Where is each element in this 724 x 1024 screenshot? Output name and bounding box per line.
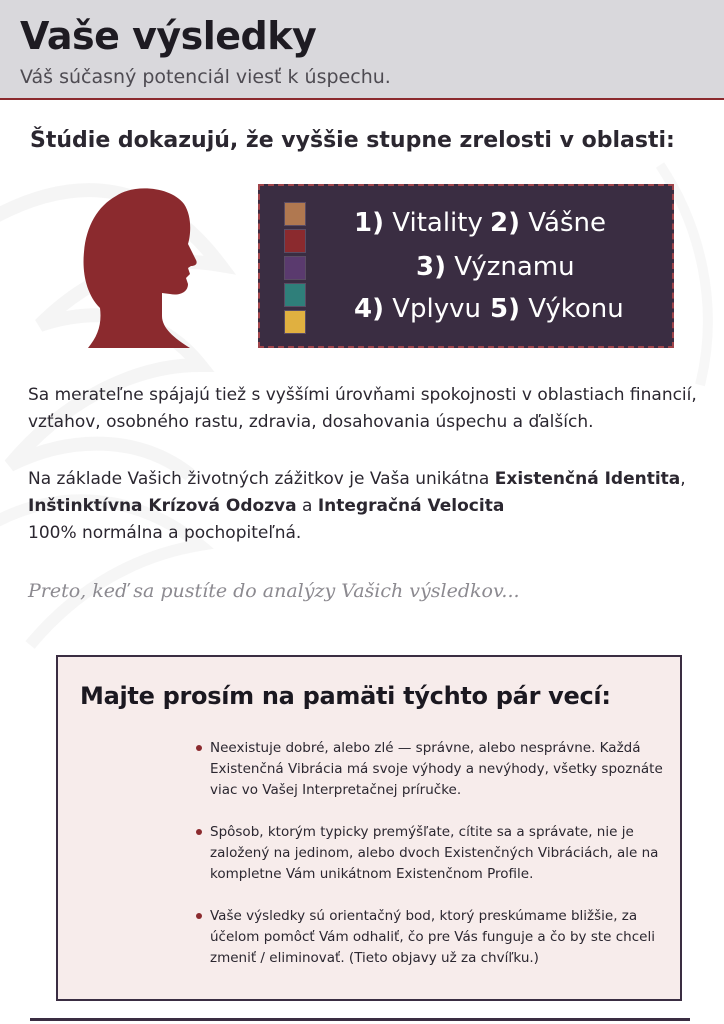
- level-number: 1): [354, 208, 384, 238]
- satisfaction-paragraph: Sa merateľne spájajú tiež s vyššími úrovňami spokojnosti v oblastiach financií, vzťahov, osobného rastu, zdravia, dosahovania úspechu a ďalších.: [28, 385, 697, 432]
- color-swatch-influence: [284, 283, 306, 307]
- color-swatch-vitality: [284, 202, 306, 226]
- reminder-bullet: [210, 822, 680, 885]
- results-lead-in: Preto, keď sa pustíte do analýzy Vašich výsledkov...: [28, 580, 520, 602]
- level-item-vitality: [354, 208, 483, 238]
- maturity-levels-box: [258, 184, 674, 348]
- level-number: 5): [490, 294, 520, 324]
- level-item-meaning: [416, 252, 575, 282]
- level-label: Vášne: [528, 208, 606, 238]
- level-label: Významu: [454, 252, 575, 282]
- color-swatch-passion: [284, 229, 306, 253]
- level-label: Výkonu: [528, 294, 624, 324]
- page-subtitle: Váš súčasný potenciál viesť k úspechu.: [20, 66, 391, 88]
- identity-term: Existenčná Identita: [494, 469, 681, 489]
- reminder-bullet-text: Spôsob, ktorým typicky premýšľate, cítite sa a správate, nie je založený na jedinom, alebo dvoch Existenčných Vibráciách, ale na kompletne Vám unikátnom Existenčnom Profile.: [210, 824, 659, 882]
- level-item-passion: [490, 208, 606, 238]
- page-header: [0, 0, 724, 100]
- level-item-performance: [490, 294, 624, 324]
- reminder-bullet: [210, 738, 680, 801]
- level-label: Vitality: [392, 208, 483, 238]
- level-number: 3): [416, 252, 446, 282]
- level-label: Vplyvu: [392, 294, 482, 324]
- level-number: 4): [354, 294, 384, 324]
- identity-ending: 100% normálna a pochopiteľná.: [28, 523, 302, 543]
- color-swatch-meaning: [284, 256, 306, 280]
- integration-velocity-term: Integračná Velocita: [317, 496, 505, 516]
- identity-paragraph: [28, 466, 698, 547]
- identity-conjunction: a: [296, 496, 318, 516]
- reminder-bullet-text: Neexistuje dobré, alebo zlé — správne, alebo nesprávne. Každá Existenčná Vibrácia má svoje výhody a nevýhody, všetky spoznáte viac vo Vašej Interpretačnej príručke.: [210, 740, 663, 798]
- reminder-title: Majte prosím na pamäti týchto pár vecí:: [80, 682, 611, 710]
- page-title: Vaše výsledky: [20, 14, 317, 58]
- bottom-divider: [30, 1018, 690, 1021]
- reminder-bullet: [210, 906, 680, 969]
- level-number: 2): [490, 208, 520, 238]
- head-silhouette-icon: [78, 186, 200, 348]
- color-swatch-performance: [284, 310, 306, 334]
- studies-heading: Štúdie dokazujú, že vyššie stupne zrelosti v oblasti:: [30, 128, 675, 153]
- level-item-influence: [354, 294, 481, 324]
- identity-comma: ,: [680, 469, 686, 489]
- bullet-dot: [196, 829, 202, 835]
- reminder-bullet-text: Vaše výsledky sú orientačný bod, ktorý preskúmame bližšie, za účelom pomôcť Vám odhaliť, čo pre Vás funguje a čo by ste chceli zmeniť / eliminovať. (Tieto objavy už za chvíľku.): [210, 908, 655, 966]
- crisis-response-term: Inštinktívna Krízová Odozva: [28, 496, 297, 516]
- bullet-dot: [196, 745, 202, 751]
- identity-intro: Na základe Vašich životných zážitkov je Vaša unikátna: [28, 469, 495, 489]
- bullet-dot: [196, 913, 202, 919]
